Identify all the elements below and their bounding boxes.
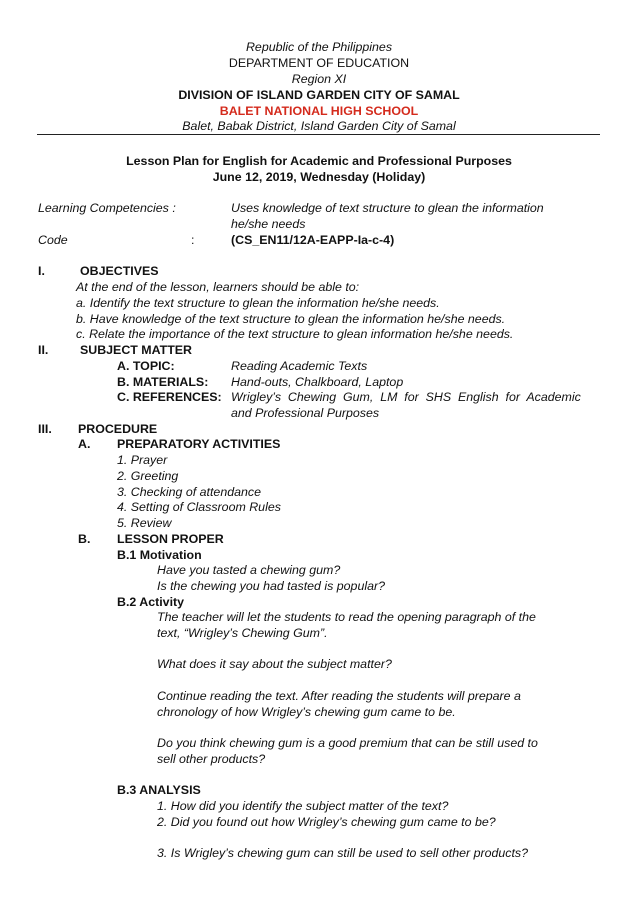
objective-item-a: a. Identify the text structure to glean the information he/she needs. bbox=[76, 296, 440, 310]
code-label: Code bbox=[38, 233, 68, 247]
references-value-line1: Wrigley’s Chewing Gum, LM for SHS English for Academic bbox=[231, 390, 581, 404]
analysis-question-2: 2. Did you found out how Wrigley’s chewing gum came to be? bbox=[157, 815, 496, 829]
activity-paragraph-3-line1: Continue reading the text. After reading the students will prepare a bbox=[157, 689, 521, 703]
references-value-line2: and Professional Purposes bbox=[231, 406, 380, 420]
topic-value: Reading Academic Texts bbox=[231, 359, 368, 373]
subject-matter-numeral: II. bbox=[38, 343, 49, 357]
lesson-proper-letter: B. bbox=[78, 532, 91, 546]
header-address: Balet, Babak District, Island Garden City of Samal bbox=[182, 119, 456, 133]
header-division: DIVISION OF ISLAND GARDEN CITY OF SAMAL bbox=[178, 88, 460, 102]
procedure-numeral: III. bbox=[38, 422, 52, 436]
preparatory-item-3: 3. Checking of attendance bbox=[117, 485, 261, 499]
activity-paragraph-3-line2: chronology of how Wrigley’s chewing gum came to be. bbox=[157, 705, 456, 719]
motivation-heading: B.1 Motivation bbox=[117, 548, 202, 562]
preparatory-item-4: 4. Setting of Classroom Rules bbox=[117, 500, 281, 514]
analysis-question-1: 1. How did you identify the subject matter of the text? bbox=[157, 799, 449, 813]
header-republic: Republic of the Philippines bbox=[245, 40, 393, 54]
activity-paragraph-1-line2: text, “Wrigley’s Chewing Gum”. bbox=[157, 626, 328, 640]
motivation-question-2: Is the chewing you had tasted is popular? bbox=[157, 579, 385, 593]
preparatory-item-5: 5. Review bbox=[117, 516, 172, 530]
materials-value: Hand-outs, Chalkboard, Laptop bbox=[231, 375, 404, 389]
procedure-heading: PROCEDURE bbox=[78, 422, 158, 436]
analysis-question-3: 3. Is Wrigley’s chewing gum can still be used to sell other products? bbox=[157, 846, 528, 860]
analysis-heading: B.3 ANALYSIS bbox=[117, 783, 201, 797]
references-label: C. REFERENCES: bbox=[117, 390, 222, 404]
header-divider bbox=[37, 134, 600, 135]
activity-paragraph-4-line2: sell other products? bbox=[157, 752, 266, 766]
preparatory-heading: PREPARATORY ACTIVITIES bbox=[117, 437, 281, 451]
competencies-label: Learning Competencies : bbox=[38, 201, 176, 215]
preparatory-letter: A. bbox=[78, 437, 91, 451]
lesson-plan-date: June 12, 2019, Wednesday (Holiday) bbox=[212, 170, 426, 184]
objective-item-c: c. Relate the importance of the text structure to glean information he/she needs. bbox=[76, 327, 514, 341]
activity-heading: B.2 Activity bbox=[117, 595, 185, 609]
materials-label: B. MATERIALS: bbox=[117, 375, 209, 389]
subject-matter-heading: SUBJECT MATTER bbox=[80, 343, 192, 357]
lesson-proper-heading: LESSON PROPER bbox=[117, 532, 224, 546]
header-school: BALET NATIONAL HIGH SCHOOL bbox=[219, 104, 419, 118]
preparatory-item-2: 2. Greeting bbox=[117, 469, 179, 483]
lesson-plan-title: Lesson Plan for English for Academic and Professional Purposes bbox=[126, 154, 512, 168]
code-value: (CS_EN11/12A-EAPP-Ia-c-4) bbox=[231, 233, 395, 247]
preparatory-item-1: 1. Prayer bbox=[117, 453, 168, 467]
motivation-question-1: Have you tasted a chewing gum? bbox=[157, 563, 341, 577]
code-colon: : bbox=[191, 233, 195, 247]
activity-paragraph-1-line1: The teacher will let the students to read the opening paragraph of the bbox=[157, 610, 536, 624]
objectives-numeral: I. bbox=[38, 264, 45, 278]
objectives-intro: At the end of the lesson, learners should be able to: bbox=[76, 280, 360, 294]
competencies-value-line2: he/she needs bbox=[231, 217, 306, 231]
header-region: Region XI bbox=[291, 72, 347, 86]
topic-label: A. TOPIC: bbox=[117, 359, 175, 373]
objectives-heading: OBJECTIVES bbox=[80, 264, 159, 278]
activity-paragraph-2: What does it say about the subject matter? bbox=[157, 657, 392, 671]
activity-paragraph-4-line1: Do you think chewing gum is a good premium that can be still used to bbox=[157, 736, 538, 750]
objective-item-b: b. Have knowledge of the text structure to glean the information he/she needs. bbox=[76, 312, 506, 326]
header-department: DEPARTMENT OF EDUCATION bbox=[228, 56, 410, 70]
competencies-value-line1: Uses knowledge of text structure to glean the information bbox=[231, 201, 544, 215]
